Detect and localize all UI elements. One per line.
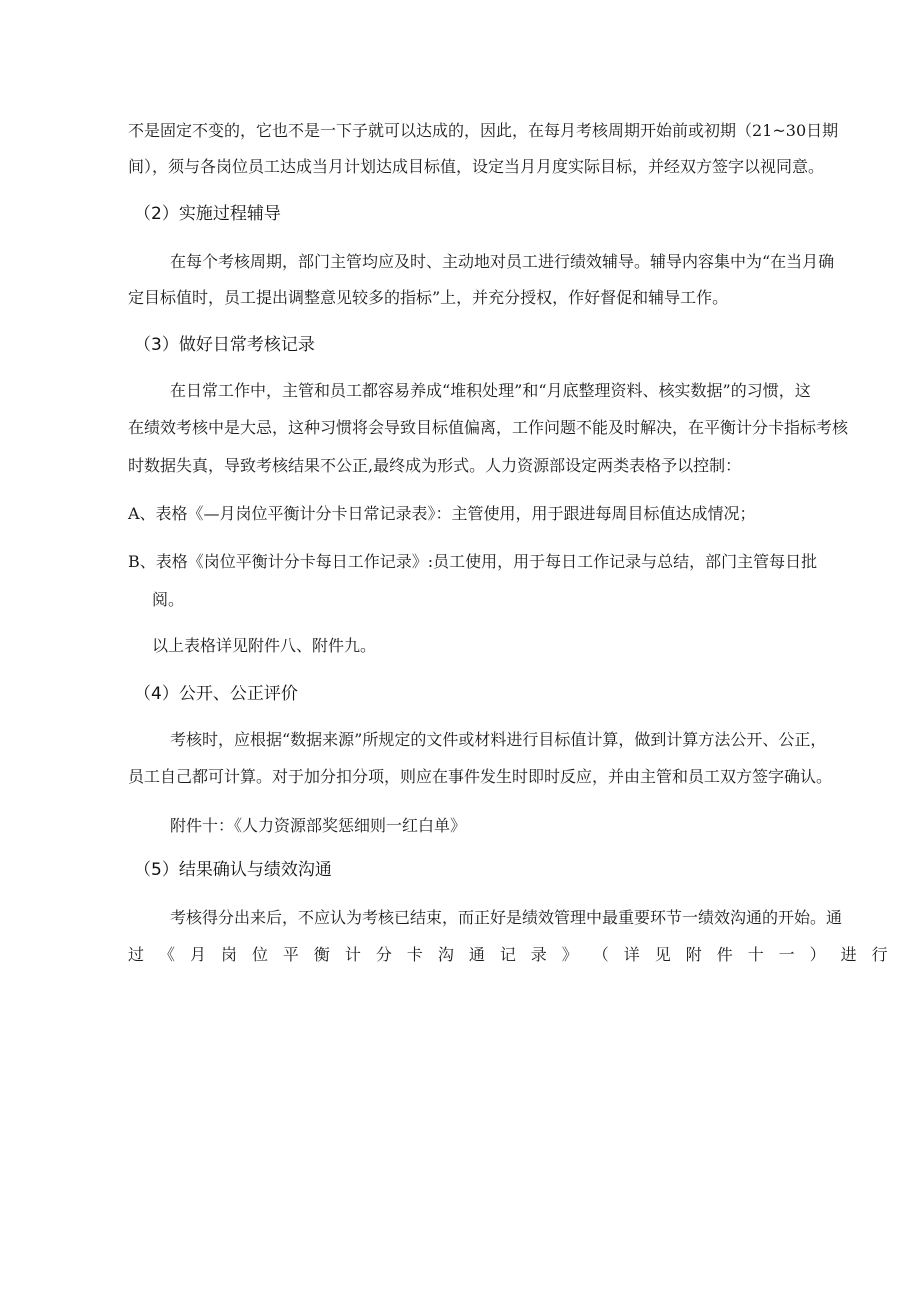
char: ）: [809, 945, 826, 964]
justified-line: [128, 945, 888, 965]
paragraph-line: 在绩效考核中是大忌，这种习惯将会导致目标值偏离，工作问题不能及时解决，在平衡计分卡指标考核: [128, 418, 849, 437]
char: 分: [375, 945, 392, 964]
paragraph-line: 时数据失真，导致考核结果不公正,最终成为形式。人力资源部设定两类表格予以控制：: [128, 456, 742, 475]
char: 卡: [406, 945, 423, 964]
section-heading: （3）做好日常考核记录: [134, 335, 315, 355]
char: 通: [468, 945, 485, 964]
char: 平: [282, 945, 299, 964]
section-heading: （4）公开、公正评价: [134, 684, 298, 704]
section-heading: （5）结果确认与绩效沟通: [134, 860, 332, 880]
char: 沟: [437, 945, 454, 964]
char: 进: [840, 945, 857, 964]
char: 见: [654, 945, 671, 964]
char: 件: [716, 945, 733, 964]
char: （: [592, 945, 609, 964]
paragraph-line: 考核得分出来后，不应认为考核已结束，而正好是绩效管理中最重要环节一绩效沟通的开始。通: [170, 908, 843, 927]
section-heading: （2）实施过程辅导: [134, 204, 281, 224]
note-line: 以上表格详见附件八、附件九。: [152, 636, 377, 655]
paragraph-line: 在日常工作中，主管和员工都容易养成“堆积处理”和“月底整理资料、核实数据”的习惯，这: [170, 381, 811, 400]
char: 行: [871, 945, 888, 964]
paragraph-line: 定目标值时，员工提出调整意见较多的指标”上，并充分授权，作好督促和辅导工作。: [128, 288, 729, 307]
char: 《: [158, 945, 175, 964]
char: 过: [128, 945, 145, 964]
char: 十: [747, 945, 764, 964]
paragraph-line: 在每个考核周期，部门主管均应及时、主动地对员工进行绩效辅导。辅导内容集中为“在当月确: [170, 252, 835, 271]
char: 详: [623, 945, 640, 964]
char: 》: [561, 945, 578, 964]
list-item-b: B、表格《岗位平衡计分卡每日工作记录》:员工使用，用于每日工作记录与总结，部门主管每日批: [128, 552, 818, 571]
list-item-a: A、表格《—月岗位平衡计分卡日常记录表》：主管使用，用于跟进每周目标值达成情况；: [128, 504, 756, 523]
char: 位: [251, 945, 268, 964]
paragraph-line: 考核时，应根据“数据来源”所规定的文件或材料进行目标值计算，做到计算方法公开、公正，: [170, 730, 827, 749]
char: 记: [499, 945, 516, 964]
paragraph-line: 间），须与各岗位员工达成当月计划达成目标值，设定当月月度实际目标，并经双方签字以视同意。: [128, 157, 825, 176]
paragraph-line: 员工自己都可计算。对于加分扣分项，则应在事件发生时即时反应，并由主管和员工双方签字确认。: [128, 767, 833, 786]
list-item-b-continued: 阅。: [152, 590, 185, 609]
char: 计: [344, 945, 361, 964]
char: 衡: [313, 945, 330, 964]
char: 一: [778, 945, 795, 964]
char: 录: [530, 945, 547, 964]
char: 岗: [220, 945, 237, 964]
char: 附: [685, 945, 702, 964]
attachment-line: 附件十：《人力资源部奖惩细则一红白单》: [170, 816, 467, 835]
char: 月: [189, 945, 206, 964]
paragraph-line: 不是固定不变的，它也不是一下子就可以达成的，因此，在每月考核周期开始前或初期（21~30日期: [128, 121, 839, 140]
